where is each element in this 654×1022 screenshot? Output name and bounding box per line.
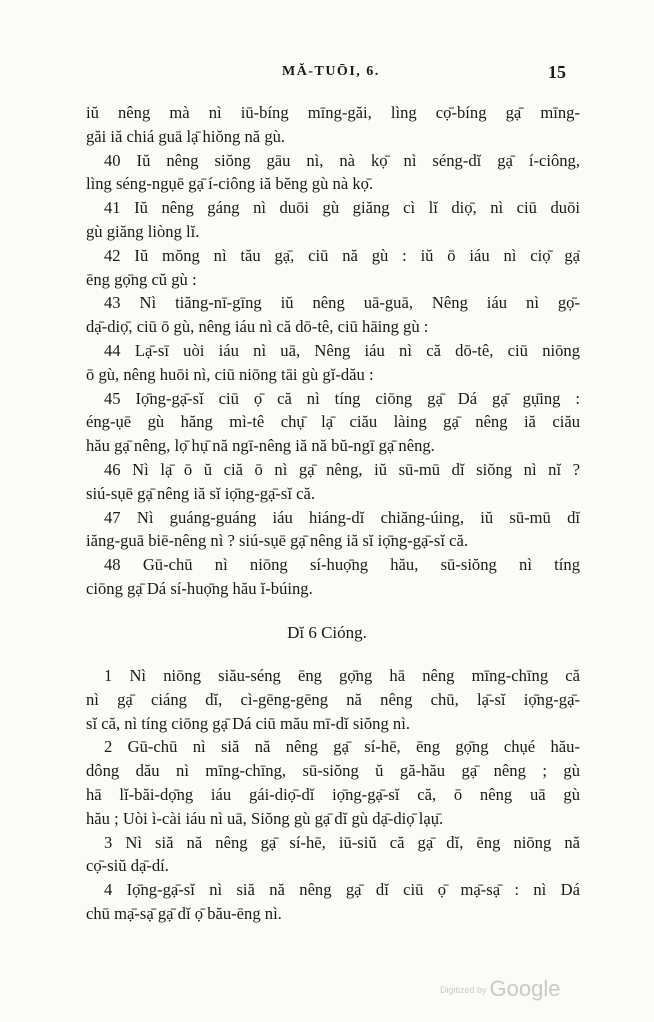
- text-line: 40 Iŭ nêng siŏng gāu nì, nà kọ̄ nì séng-dĭ gạ̄ í-ciông,: [104, 150, 580, 170]
- watermark-prefix: Digitized by: [440, 985, 487, 995]
- text-line: lìng séng-ngụē gạ̄ í-ciông iă bĕng gù nà kọ̄.: [86, 174, 374, 194]
- text-line: 42 Iŭ mŏng nì tău gạ̄, ciū nă gù : iŭ ō iáu nì ciọ̄ gạ̄: [104, 245, 580, 265]
- text-line: hău ; Uòi ì-cài iáu nì uā, Siŏng gù gạ̄ dĭ gù dạ̄-diọ̄ lạụ̄.: [86, 808, 444, 828]
- text-line: dông dău nì mīng-chīng, sū-siŏng ŭ gă-hău gạ̄ nêng ; gù: [86, 761, 580, 781]
- text-line: 2 Gū-chū nì siă nă nêng gạ̄ sí-hē, ēng gọ̄ng chụé hău-: [104, 737, 580, 757]
- text-line: cọ̄-siŭ dạ̄-dí.: [86, 856, 169, 876]
- text-line: éng-ụē gù hăng mì-tê chụ̄ lạ̄ ciău làing gạ̄ nêng iă ciău: [86, 412, 580, 432]
- text-line: iŭ nêng mà nì iū-bíng mīng-găi, lìng cọ̄-bíng gạ̄ mīng-: [86, 103, 580, 122]
- text-line: 3 Nì siă nă nêng gạ̄ sí-hē, iū-siŭ că gạ̄ dĭ, ēng niōng nă: [104, 832, 580, 852]
- text-line: găi iă chiá guā lạ̄ hiŏng nă gù.: [86, 126, 286, 146]
- text-line: 41 Iŭ nêng gáng nì duōi gù giăng cì lĭ diọ̄, nì ciū duōi: [104, 198, 580, 218]
- text-line: 47 Nì guáng-guáng iáu hiáng-dĭ chiăng-úing, iŭ sū-mū dĭ: [104, 507, 580, 527]
- running-header-title: MĂ-TUŌI, 6.: [282, 64, 380, 79]
- digitized-watermark: [440, 976, 560, 1002]
- text-line: 1 Nì niōng siău-séng ēng gọ̄ng hā nêng mīng-chīng că: [104, 666, 580, 685]
- text-line: nì gạ̄ ciáng dĭ, cì-gēng-gēng nă nêng chū, lạ̄-sĭ iọ̄ng-gạ̄-: [86, 689, 580, 709]
- text-line: 43 Nì tiăng-nī-gīng iŭ nêng uā-guā, Nêng iáu nì gọ̄-: [104, 293, 580, 313]
- chapter-heading: Dĭ 6 Cióng.: [287, 623, 367, 642]
- text-line: 46 Nì lạ̄ ō ŭ ciă ō nì gạ̄ nêng, iŭ sū-mū dĭ siŏng nì nĭ ?: [104, 459, 580, 479]
- text-line: iăng-guā biē-nêng nì ? siú-sụē gạ̄ nêng iă sĭ iọ̄ng-gạ̄-sĭ că.: [86, 531, 468, 551]
- text-line: gù giăng liòng lĭ.: [86, 221, 200, 241]
- text-line: ēng gọ̄ng cŭ gù :: [86, 269, 197, 289]
- text-line: hā lĭ-băi-dọ̄ng iáu gái-diọ̄-dĭ iọ̄ng-gạ̄-sĭ că, ō nêng uā gù: [86, 784, 580, 804]
- text-line: ciōng gạ̄ Dá sí-huọ̄ng hău ĭ-búing.: [86, 578, 313, 598]
- text-line: siú-sụē gạ̄ nêng iă sĭ iọ̄ng-gạ̄-sĭ că.: [86, 483, 316, 503]
- text-line: sĭ că, nì tíng ciōng gạ̄ Dá ciū mău mī-dĭ siŏng nì.: [86, 713, 410, 733]
- text-line: 4 Iọ̄ng-gạ̄-sĭ nì siă nă nêng gạ̄ dĭ ciū ọ̄ mạ̄-sạ̄ : nì Dá: [104, 880, 580, 900]
- text-line: 48 Gū-chū nì niōng sí-huọ̄ng hău, sū-siŏng nì tíng: [104, 555, 580, 575]
- verses-block-1: [86, 101, 580, 601]
- verses-block-2: [86, 664, 580, 926]
- text-line: dạ̄-diọ̄, ciū ō gù, nêng iáu nì că dō-tê, ciū hāing gù :: [86, 317, 429, 337]
- text-line: hău gạ̄ nêng, lọ̄ hụ̄ nă ngī-nêng iă nă bŭ-ngī gạ̄ nêng.: [86, 436, 435, 456]
- page-number: 15: [548, 62, 566, 82]
- google-logo: Google: [489, 976, 561, 1001]
- text-line: ō gù, nêng huōi nì, ciū niōng tāi gù gĭ-dău :: [86, 364, 374, 384]
- text-line: chū mạ̄-sạ̄ gạ̄ dĭ ọ̄ bău-ēng nì.: [86, 903, 282, 923]
- text-line: 45 Iọ̄ng-gạ̄-sĭ ciū ọ̄ că nì tíng ciōng gạ̄ Dá gạ̄ gụ̄ing :: [104, 388, 580, 408]
- text-line: 44 Lạ̄-sī uòi iáu nì uā, Nêng iáu nì că dō-tê, ciū niōng: [104, 340, 580, 360]
